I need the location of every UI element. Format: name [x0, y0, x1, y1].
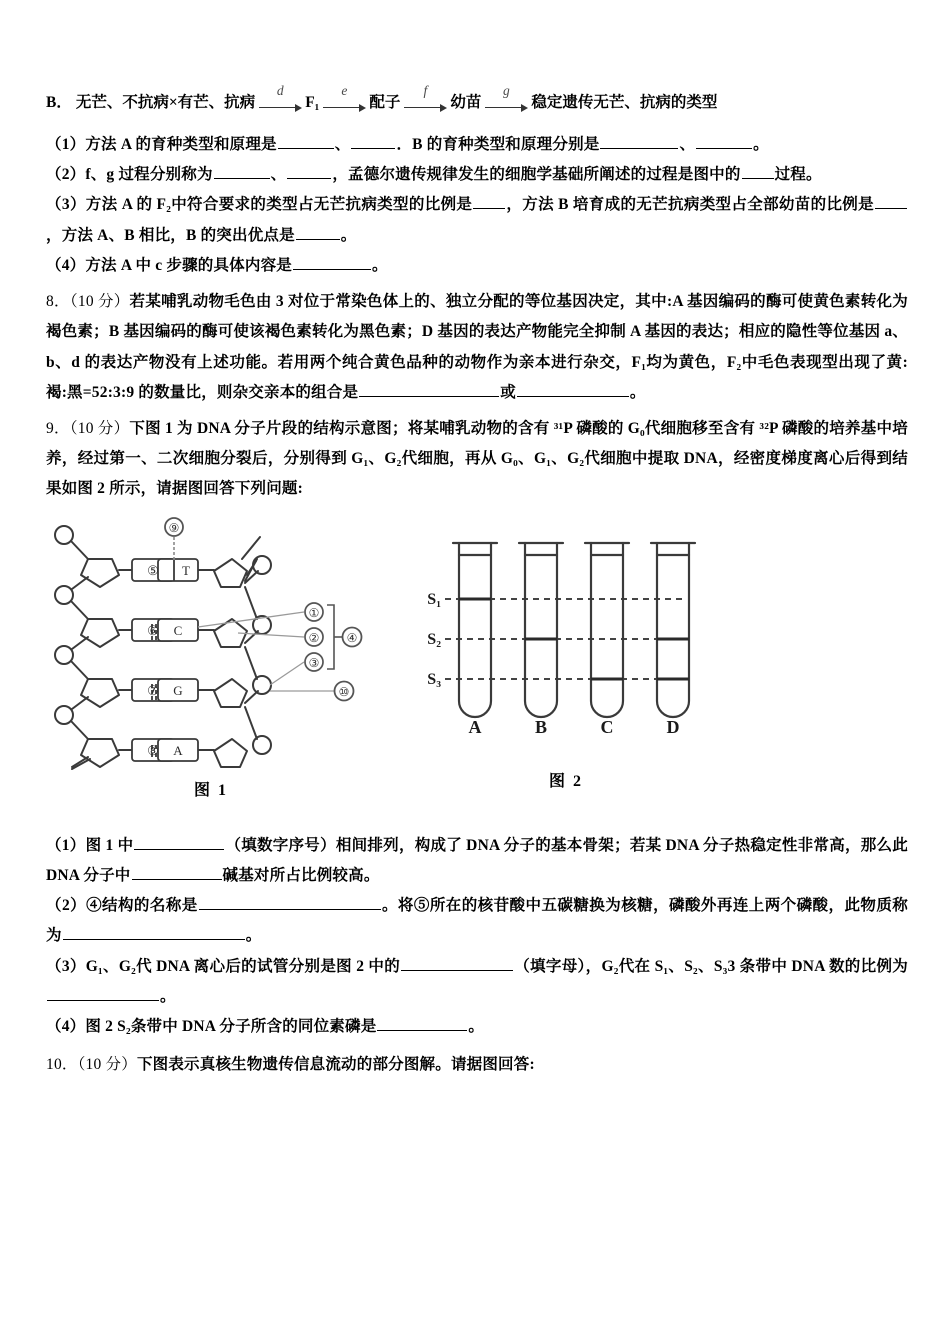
base-box-right: [158, 559, 198, 581]
arrow-d-head: [295, 104, 302, 112]
q7-sub2-num: （2）: [46, 166, 86, 184]
answer-blank[interactable]: [517, 381, 629, 397]
q8-score: （10 分）: [69, 293, 130, 311]
q7-sub3: [46, 190, 908, 250]
figure1-callout-10: [270, 681, 354, 700]
figure1-right-base-3: G: [173, 682, 183, 698]
arrow-d-label: d: [276, 83, 284, 98]
arrow-e-head: [359, 104, 366, 112]
q9-sub2-b: 。将⑤所在的核苷酸中五碳糖换为核糖，磷酸外再连上两个磷酸，此物质称为: [46, 897, 908, 945]
figure1-callout-circles: [305, 603, 323, 671]
answer-blank[interactable]: [359, 381, 499, 397]
answer-blank[interactable]: [132, 864, 222, 880]
q7-sub4-a: 方法 A 中 c 步骤的具体内容是: [85, 256, 292, 274]
q9-sub2: [46, 891, 908, 951]
q9-stem-text: 下图 1 为 DNA 分子片段的结构示意图；将某哺乳动物的含有 ³¹P 磷酸的 G₀代细胞移至含有 ³²P 磷酸的培养基中培养，经过第一、二次细胞分裂后，分别得到 G₁、G₂代细胞，再从 G₀、G₁、G₂代细胞中提取 DNA，经密度梯度离心后得到结果如图 2 所示，请据图回答下列问题:: [46, 419, 908, 498]
figure-2: [401, 519, 731, 791]
flow-target-stable: 稳定遗传无芒、抗病的类型: [531, 94, 718, 112]
arrow-f-shaft: [404, 107, 444, 108]
figure1-left-base-1: ⑤: [147, 562, 159, 578]
flow-target-gamete: 配子: [369, 94, 401, 112]
q9-sub4-end: 。: [468, 1017, 485, 1035]
question-9-stem: [46, 414, 908, 505]
q7-sub2-a: f、g 过程分别称为: [85, 166, 213, 184]
test-tube-b: [519, 543, 563, 717]
q9-sub1-a: 图 1 中: [85, 836, 134, 854]
deoxyribose-sugar: [214, 739, 247, 767]
figure1-right-base-2: C: [173, 622, 183, 638]
band-guide-lines: [445, 599, 687, 679]
question-10: [46, 1050, 908, 1080]
q7-sub3-end: 。: [340, 226, 357, 244]
arrow-f-label: f: [423, 83, 428, 98]
question-8: [46, 287, 908, 408]
deoxyribose-sugar: [81, 559, 119, 587]
deoxyribose-sugar: [81, 679, 119, 707]
q10-score: （10 分）: [77, 1056, 137, 1074]
q8-number: 8．: [46, 293, 70, 311]
answer-blank[interactable]: [377, 1015, 467, 1031]
q7-sub3-b: ，方法 B 培育成的无芒抗病类型占全部幼苗的比例是: [506, 196, 874, 214]
answer-blank[interactable]: [875, 194, 907, 210]
option-b-flow: [46, 83, 908, 114]
figure1-label-3: ③: [308, 655, 320, 670]
q9-sub3-a: G₁、G₂代 DNA 离心后的试管分别是图 2 中的: [85, 957, 401, 975]
answer-blank[interactable]: [742, 164, 774, 180]
deoxyribose-sugar: [214, 559, 247, 587]
q9-sub1-c: 碱基对所占比例较高。: [222, 866, 380, 884]
figure2-band-label-s2: S₂: [427, 630, 441, 648]
test-tube-c: [585, 543, 629, 717]
figure1-left-base-3: ⑦: [147, 682, 159, 698]
arrow-f: [402, 83, 448, 114]
chain-end-stub: [242, 537, 260, 559]
arrow-e: [321, 83, 367, 114]
flow-target-f1: F₁: [305, 94, 320, 112]
option-b-cross: 无芒、不抗病×有芒、抗病: [75, 94, 256, 112]
figure1-left-base-2: ⑥: [147, 622, 159, 638]
answer-blank[interactable]: [296, 224, 340, 240]
figure1-bracket: [327, 605, 342, 669]
q9-sub1: [46, 831, 908, 891]
arrow-g: [483, 83, 529, 114]
q9-sub3: [46, 952, 908, 1012]
flow-target-seedling: 幼苗: [450, 94, 482, 112]
q7-sub4: [46, 251, 908, 281]
answer-blank[interactable]: [600, 133, 678, 149]
q9-sub3-b: （填字母），G₂代在 S₁、S₂、S₃3 条带中 DNA 数的比例为: [514, 957, 908, 975]
arrow-e-shaft: [323, 107, 363, 108]
figure2-band-label-s1: S₁: [427, 590, 441, 608]
q9-sub2-a: ④结构的名称是: [86, 897, 198, 915]
q9-sub3-num: （3）: [46, 957, 86, 975]
figure1-left-base-4: ⑧: [147, 742, 159, 758]
answer-blank[interactable]: [351, 133, 395, 149]
figure-2-caption: 图 2: [548, 772, 583, 790]
q9-sub1-b: （填数字序号）相间排列，构成了 DNA 分子的基本骨架；若某 DNA 分子热稳定性非常高，那么此 DNA 分子中: [46, 836, 908, 884]
answer-blank[interactable]: [278, 133, 334, 149]
phosphate-circle: [253, 676, 271, 694]
arrow-g-head: [521, 104, 528, 112]
figure2-tube-label-b: B: [534, 716, 548, 737]
arrow-e-label: e: [341, 83, 348, 98]
arrow-d-shaft: [259, 107, 299, 108]
answer-blank[interactable]: [134, 834, 224, 850]
q9-sub4-a: 图 2 S₂条带中 DNA 分子所含的同位素磷是: [85, 1017, 377, 1035]
q7-sub4-end: 。: [371, 256, 388, 274]
figure2-tube-label-a: A: [468, 716, 482, 737]
q9-sub2-end: 。: [245, 927, 262, 945]
q7-sub1-end: 。: [753, 136, 769, 153]
q7-sub2-b: 、: [270, 166, 287, 184]
q9-sub4: [46, 1012, 908, 1042]
answer-blank[interactable]: [214, 164, 270, 180]
answer-blank[interactable]: [293, 254, 371, 270]
q9-number: 9．: [46, 419, 70, 437]
q7-sub4-num: （4）: [46, 256, 86, 274]
q8-text-3: 。: [629, 383, 646, 401]
q10-text: 下图表示真核生物遗传信息流动的部分图解。请据图回答:: [136, 1056, 535, 1074]
figure2-band-label-s3: S₃: [427, 670, 441, 688]
page-content: [46, 83, 909, 1200]
q9-sub2-num: （2）: [46, 897, 87, 915]
figure2-tube-label-c: C: [600, 716, 614, 737]
figure1-right-base-1: T: [182, 562, 190, 578]
arrow-g-shaft: [485, 107, 525, 108]
answer-blank[interactable]: [63, 925, 245, 941]
figure1-callout-9: [165, 518, 183, 561]
q7-sub2-d: 过程。: [774, 166, 822, 184]
answer-blank[interactable]: [401, 955, 513, 971]
q7-sub3-c: ，方法 A、B 相比，B 的突出优点是: [46, 226, 295, 244]
deoxyribose-sugar: [214, 679, 247, 707]
answer-blank[interactable]: [199, 894, 381, 910]
q9-sub1-num: （1）: [46, 836, 86, 854]
figure-2-svg: [401, 519, 731, 769]
q7-sub1-b: 、: [334, 136, 351, 153]
q7-sub1: [46, 130, 908, 160]
answer-blank[interactable]: [696, 133, 752, 149]
q7-sub2-c: ，孟德尔遗传规律发生的细胞学基础所阐述的过程是图中的: [332, 166, 741, 184]
q9-score: （10 分）: [69, 419, 130, 437]
arrow-g-label: g: [502, 83, 510, 98]
figure1-label-10: ⑩: [338, 684, 350, 699]
figure1-label-9: ⑨: [168, 520, 180, 535]
arrow-f-head: [440, 104, 447, 112]
q10-number: 10．: [46, 1056, 78, 1074]
q7-sub1-num: （1）: [46, 136, 86, 153]
test-tube-a: [453, 543, 497, 717]
answer-blank[interactable]: [47, 985, 159, 1001]
q7-sub1-d: 、: [679, 136, 696, 153]
figures-row: [46, 515, 908, 815]
figure-1: [46, 515, 376, 800]
q9-sub3-end: 。: [160, 987, 176, 1005]
q7-sub2: [46, 160, 908, 190]
q7-sub3-num: （3）: [46, 196, 86, 214]
q9-sub4-num: （4）: [46, 1017, 86, 1035]
option-b-prefix: B．: [46, 94, 72, 112]
q8-text-1: 若某哺乳动物毛色由 3 对位于常染色体上的、独立分配的等位基因决定，其中:A 基因编码的酶可使黄色素转化为褐色素；B 基因编码的酶可使该褐色素转化为黑色素；D 基因的表达产物能完全抑制 A 基因的表达；相应的隐性等位基因 a、b、d 的表达产物没有上述功能。若用两个纯合黄色品种的动物作为亲本进行杂交，F₁均为黄色，F₂中毛色表现型出现了黄:褐:黑=52:3:9 的数量比，则杂交亲本的组合是: [46, 293, 909, 401]
phosphate-circle: [253, 556, 271, 574]
figure1-right-base-4: A: [173, 742, 183, 758]
q8-text-2: 或: [500, 383, 516, 401]
q7-sub1-c: ．B 的育种类型和原理分别是: [396, 136, 600, 153]
q7-sub3-a: 方法 A 的 F₂中符合要求的类型占无芒抗病类型的比例是: [85, 196, 473, 214]
figure2-tube-label-d: D: [666, 716, 680, 737]
q7-sub1-a: 方法 A 的育种类型和原理是: [85, 136, 277, 153]
bottom-spacer: [46, 1080, 908, 1200]
figure-1-svg: [46, 515, 376, 770]
deoxyribose-sugar: [81, 619, 119, 647]
arrow-d: [257, 83, 303, 114]
answer-blank[interactable]: [473, 194, 505, 210]
figure-1-caption: 图 1: [193, 781, 228, 799]
deoxyribose-sugar: [81, 739, 119, 767]
figure1-label-1: ①: [308, 605, 320, 620]
figure1-label-2: ②: [308, 630, 320, 645]
test-tube-d: [651, 543, 695, 717]
figure1-callout-lines: [198, 612, 304, 685]
figure1-label-4: ④: [346, 630, 358, 645]
phosphate-circle: [253, 736, 271, 754]
answer-blank[interactable]: [287, 164, 331, 180]
